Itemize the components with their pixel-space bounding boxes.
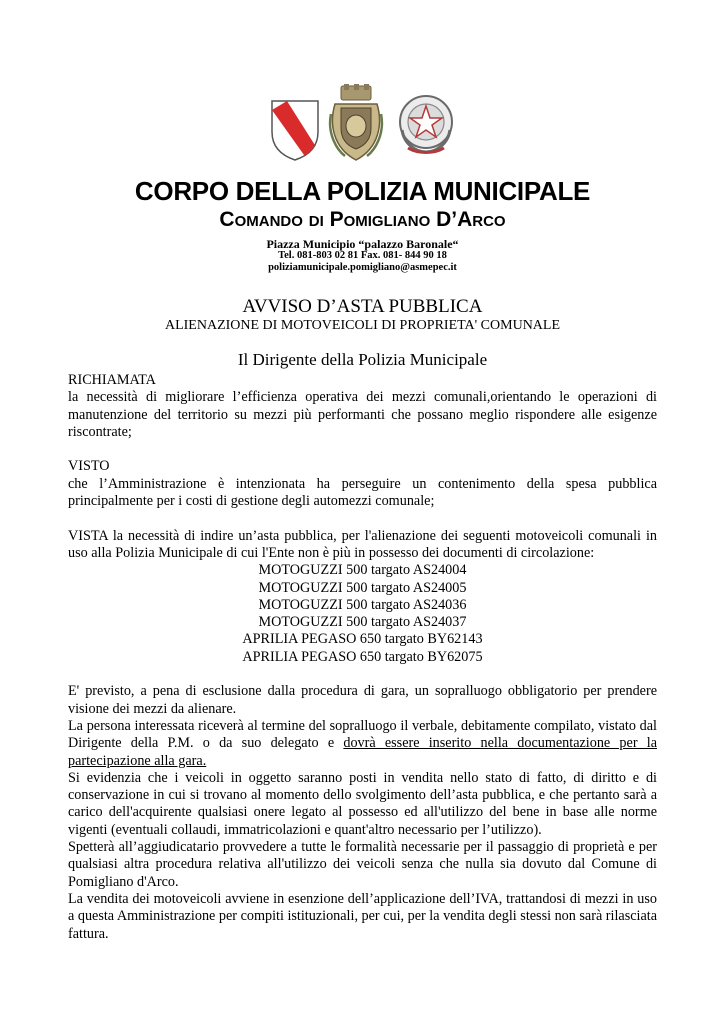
command-subtitle: Comando di Pomigliano D’Arco <box>219 208 506 231</box>
address-line: Piazza Municipio “palazzo Baronale“ <box>266 237 459 251</box>
repubblica-italiana-emblem <box>394 90 458 162</box>
notice-body <box>68 372 657 943</box>
header-logos <box>0 84 725 166</box>
verbale-paragraph <box>68 718 657 770</box>
vehicle-item: MOTOGUZZI 500 targato AS24036 <box>258 596 467 613</box>
formalita-paragraph: Spetterà all’aggiudicatario provvedere a tutte le formalità necessarie per il passaggio di proprietà e per qualsiasi altra procedura relativa all'utilizzo dei veicoli senza che nulla sia dovuto dal Comune di Pomigliano d'Arco. <box>68 839 657 890</box>
verbale-text: La persona interessata riceverà al termine del sopralluogo il verbale, debitamente compilato, vistato dal Dirigente della P.M. o da suo delegato e <box>68 717 657 752</box>
vehicle-item: MOTOGUZZI 500 targato AS24005 <box>258 579 467 596</box>
email-line: poliziamunicipale.pomigliano@asmepec.it <box>268 262 457 273</box>
iva-paragraph: La vendita dei motoveicoli avviene in esenzione dell’applicazione dell’IVA, trattandosi di mezzi in uso a questa Amministrazione per compiti istituzionali, per cui, per la vendita degli stessi non sarà rilasciata fattura. <box>68 890 658 942</box>
verbale-underlined-text: dovrà essere inserito nella documentazione per la partecipazione alla gara. <box>68 735 657 769</box>
vehicle-item: MOTOGUZZI 500 targato AS24037 <box>258 614 467 631</box>
issuer-line: Il Dirigente della Polizia Municipale <box>237 350 488 369</box>
visto-paragraph: che l’Amministrazione è intenzionata ha perseguire un contenimento della spesa pubblica principalmente per i costi di gestione degli automezzi comunale; <box>68 475 657 510</box>
page-title: CORPO DELLA POLIZIA MUNICIPALE <box>134 176 591 206</box>
notice-subtitle: ALIENAZIONE DI MOTOVEICOLI DI PROPRIETA' COMUNALE <box>164 318 561 333</box>
pomigliano-coat-of-arms <box>327 84 385 164</box>
visto-label: VISTO <box>68 458 110 475</box>
vehicle-item: MOTOGUZZI 500 targato AS24004 <box>258 562 467 579</box>
stato-paragraph: Si evidenzia che i veicoli in oggetto saranno posti in vendita nello stato di fatto, di diritto e di conservazione in cui si trovano al momento dello svolgimento dell’asta pubblica, e che pertanto sarà a carico dell'acquirente qualsiasi onere legato al possesso ed all'utilizzo del bene in base alle norme vigenti (eventuali collaudi, immatricolazioni e quant'altro necessario per l’utilizzo). <box>68 769 657 838</box>
vista-paragraph: VISTA la necessità di indire un’asta pubblica, per l'alienazione dei seguenti motoveicoli comunali in uso alla Polizia Municipale di cui l'Ente non è più in possesso dei documenti di circolazione: <box>68 527 657 561</box>
sopralluogo-paragraph: E' previsto, a pena di esclusione dalla procedura di gara, un sopralluogo obbligatorio per prendere visione dei mezzi da alienare. <box>68 683 657 717</box>
vehicle-list <box>68 562 657 666</box>
richiamata-label: RICHIAMATA <box>68 372 156 388</box>
notice-title: AVVISO D’ASTA PUBBLICA <box>242 296 483 317</box>
vehicle-item: APRILIA PEGASO 650 targato BY62143 <box>242 631 483 648</box>
vehicle-item: APRILIA PEGASO 650 targato BY62075 <box>242 648 483 665</box>
richiamata-paragraph: la necessità di migliorare l’efficienza operativa dei mezzi comunali,orientando le operazioni di manutenzione del territorio su mezzi più performanti che possano meglio rispondere alle esigenze riscontrate; <box>68 389 657 440</box>
phone-fax-line: Tel. 081-803 02 81 Fax. 081- 844 90 18 <box>278 250 447 261</box>
regione-campania-logo <box>269 98 321 162</box>
